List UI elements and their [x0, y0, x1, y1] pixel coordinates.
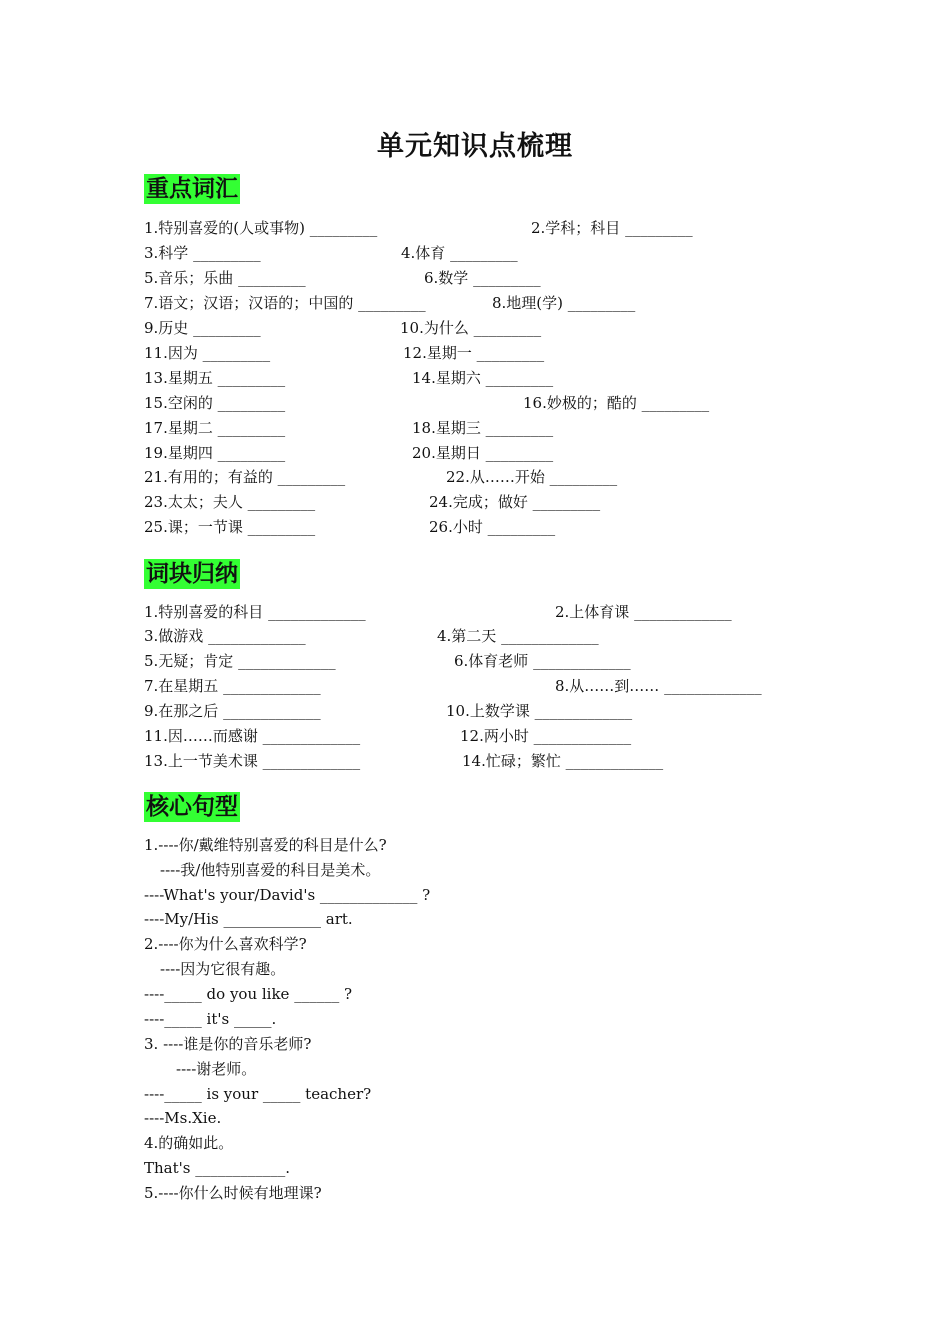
list-item: 14.忙碌；繁忙 _____________ [462, 752, 664, 770]
list-item: 16.妙极的；酷的 _________ [523, 394, 710, 412]
list-item: 25.课；一节课 _________ [144, 518, 316, 536]
list-item: 14.星期六 _________ [412, 369, 554, 387]
list-item: 23.太太；夫人 _________ [144, 493, 316, 511]
sentence-line: 4.的确如此。 [144, 1134, 234, 1152]
list-item: 7.在星期五 _____________ [144, 677, 321, 695]
sentence-line: ----_____ is your _____ teacher? [144, 1085, 372, 1103]
list-item: 22.从……开始 _________ [446, 468, 618, 486]
sentence-line: ----我/他特别喜爱的科目是美术。 [160, 861, 381, 879]
sentence-line: ----Ms.Xie. [144, 1109, 222, 1127]
section-heading-vocab: 重点词汇 [146, 176, 238, 202]
sentence-line: ----谢老师。 [176, 1060, 257, 1078]
sentence-line: ----What's your/David's _____________ ? [144, 886, 431, 904]
list-item: 1.特别喜爱的科目 _____________ [144, 603, 366, 621]
list-item: 6.体育老师 _____________ [454, 652, 631, 670]
list-item: 13.星期五 _________ [144, 369, 286, 387]
sentence-line: ----_____ it's _____. [144, 1010, 277, 1028]
list-item: 17.星期二 _________ [144, 419, 286, 437]
list-item: 19.星期四 _________ [144, 444, 286, 462]
list-item: 6.数学 _________ [424, 269, 541, 287]
list-item: 10.上数学课 _____________ [446, 702, 633, 720]
list-item: 5.音乐；乐曲 _________ [144, 269, 306, 287]
list-item: 4.体育 _________ [401, 244, 518, 262]
sentence-line: ----My/His _____________ art. [144, 910, 353, 928]
list-item: 26.小时 _________ [429, 518, 556, 536]
list-item: 5.无疑；肯定 _____________ [144, 652, 336, 670]
list-item: 3.科学 _________ [144, 244, 261, 262]
sentence-line: 1.----你/戴维特别喜爱的科目是什么? [144, 836, 387, 854]
list-item: 21.有用的；有益的 _________ [144, 468, 346, 486]
list-item: 1.特别喜爱的(人或事物) _________ [144, 219, 378, 237]
list-item: 9.在那之后 _____________ [144, 702, 321, 720]
list-item: 20.星期日 _________ [412, 444, 554, 462]
list-item: 9.历史 _________ [144, 319, 261, 337]
section-heading-sentences: 核心句型 [146, 794, 238, 820]
list-item: 2.学科；科目 _________ [531, 219, 693, 237]
list-item: 18.星期三 _________ [412, 419, 554, 437]
list-item: 7.语文；汉语；汉语的；中国的 _________ [144, 294, 426, 312]
sentence-line: 5.----你什么时候有地理课? [144, 1184, 322, 1202]
sentence-line: 2.----你为什么喜欢科学? [144, 935, 307, 953]
sentence-line: 3. ----谁是你的音乐老师? [144, 1035, 312, 1053]
section-heading-phrases: 词块归纳 [146, 561, 238, 587]
sentence-line: ----因为它很有趣。 [160, 960, 286, 978]
list-item: 4.第二天 _____________ [437, 627, 599, 645]
list-item: 24.完成；做好 _________ [429, 493, 601, 511]
sentence-line: That's ____________. [144, 1159, 290, 1177]
list-item: 12.两小时 _____________ [460, 727, 632, 745]
page-title: 单元知识点梳理 [377, 131, 573, 162]
list-item: 10.为什么 _________ [400, 319, 542, 337]
list-item: 11.因为 _________ [144, 344, 271, 362]
list-item: 3.做游戏 _____________ [144, 627, 306, 645]
list-item: 13.上一节美术课 _____________ [144, 752, 361, 770]
list-item: 8.地理(学) _________ [492, 294, 636, 312]
list-item: 2.上体育课 _____________ [555, 603, 732, 621]
list-item: 8.从……到…… _____________ [555, 677, 762, 695]
list-item: 15.空闲的 _________ [144, 394, 286, 412]
list-item: 12.星期一 _________ [403, 344, 545, 362]
list-item: 11.因……而感谢 _____________ [144, 727, 361, 745]
sentence-line: ----_____ do you like ______ ? [144, 985, 353, 1003]
